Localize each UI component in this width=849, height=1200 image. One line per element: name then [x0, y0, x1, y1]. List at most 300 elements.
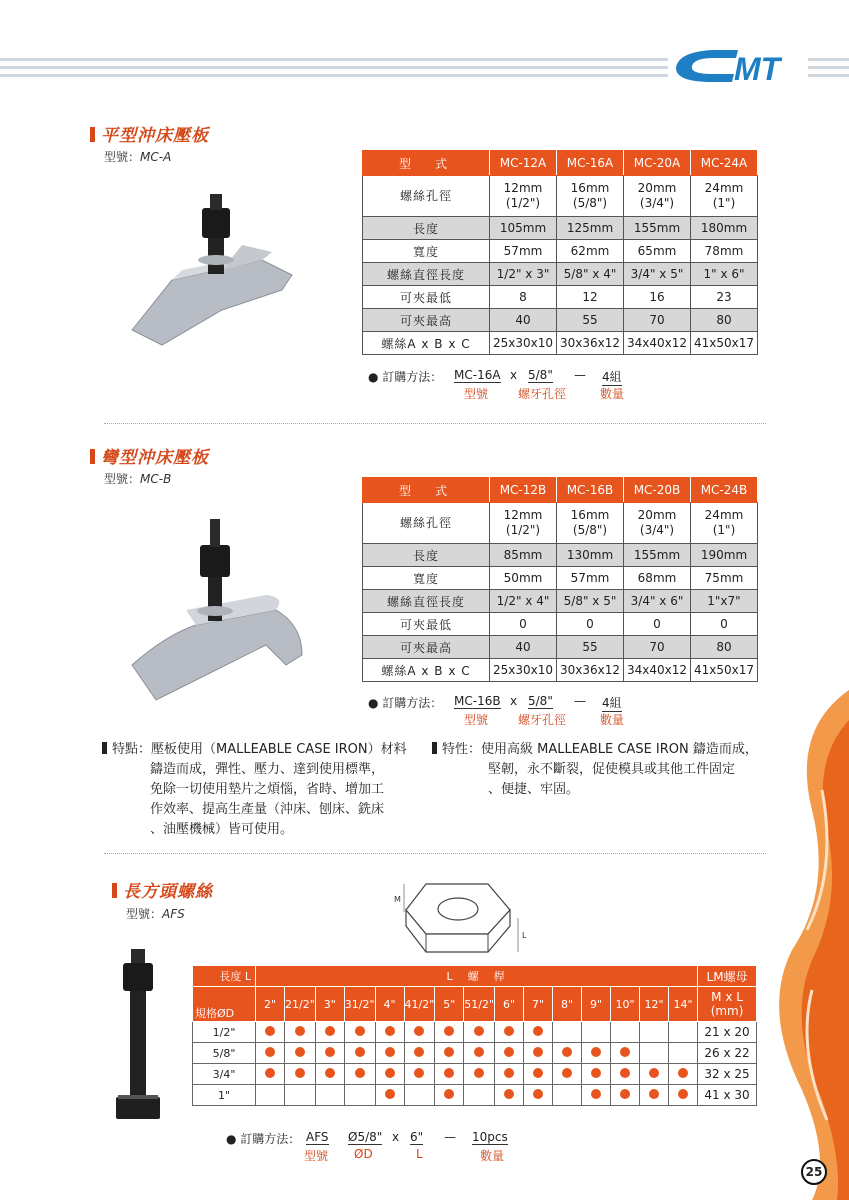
table-cell: 50mm — [490, 567, 557, 590]
available-dot-icon — [444, 1068, 454, 1078]
availability-cell — [582, 1064, 611, 1085]
order-label: ● 訂購方法： — [368, 696, 443, 710]
length-header-cell: 14" — [669, 987, 698, 1022]
table-cell: 3/4" x 6" — [624, 590, 691, 613]
nut-size-cell: 32 x 25 — [698, 1064, 757, 1085]
length-header-cell: 7" — [524, 987, 553, 1022]
page-number: 25 — [801, 1159, 827, 1185]
section-a-title: 平型沖床壓板 — [90, 121, 209, 146]
table-row — [363, 590, 758, 613]
availability-cell — [404, 1085, 435, 1106]
available-dot-icon — [649, 1068, 659, 1078]
availability-cell — [582, 1022, 611, 1043]
table-row — [363, 613, 758, 636]
availability-cell — [285, 1085, 316, 1106]
table-cell: 155mm — [624, 544, 691, 567]
table-cell: 180mm — [691, 217, 758, 240]
table-cell: 57mm — [490, 240, 557, 263]
order-x: x — [510, 694, 518, 708]
available-dot-icon — [533, 1068, 543, 1078]
header-rule — [808, 58, 849, 61]
availability-cell — [553, 1043, 582, 1064]
company-logo — [672, 44, 804, 88]
section-b-spec-table — [362, 477, 758, 682]
nut-size-cell: 41 x 30 — [698, 1085, 757, 1106]
availability-cell — [553, 1085, 582, 1106]
available-dot-icon — [325, 1068, 335, 1078]
available-dot-icon — [325, 1026, 335, 1036]
header-cell: MC-12B — [490, 478, 557, 503]
table-cell: 55 — [557, 309, 624, 332]
availability-cell — [553, 1064, 582, 1085]
header-cell: MC-24A — [691, 151, 758, 176]
row-label: 螺絲直徑長度 — [363, 263, 490, 286]
availability-cell — [256, 1022, 285, 1043]
availability-cell — [495, 1022, 524, 1043]
order-model: MC-16B — [454, 694, 501, 708]
order-size: 5/8" — [528, 694, 553, 708]
table-cell: 155mm — [624, 217, 691, 240]
available-dot-icon — [591, 1068, 601, 1078]
availability-cell — [611, 1064, 640, 1085]
table-cell: 12mm (1/2") — [490, 176, 557, 217]
row-label: 可夾最低 — [363, 613, 490, 636]
table-row — [363, 176, 758, 217]
table-cell: 24mm (1") — [691, 176, 758, 217]
afs-table — [192, 965, 757, 1106]
header-cell: MC-16A — [557, 151, 624, 176]
length-header-cell: 2" — [256, 987, 285, 1022]
nut-size-cell: 21 x 20 — [698, 1022, 757, 1043]
available-dot-icon — [562, 1068, 572, 1078]
availability-cell — [285, 1064, 316, 1085]
available-dot-icon — [414, 1068, 424, 1078]
table-row — [363, 240, 758, 263]
table-row — [363, 544, 758, 567]
available-dot-icon — [533, 1089, 543, 1099]
order-sub-model: 型號 — [304, 1149, 329, 1163]
available-dot-icon — [620, 1047, 630, 1057]
available-dot-icon — [678, 1089, 688, 1099]
length-header-cell: 4" — [375, 987, 404, 1022]
available-dot-icon — [474, 1047, 484, 1057]
order-dash: — — [574, 368, 586, 382]
availability-cell — [435, 1022, 464, 1043]
availability-cell — [315, 1043, 344, 1064]
order-sub-size: 螺牙孔徑 — [518, 387, 567, 401]
table-cell: 1"x7" — [691, 590, 758, 613]
row-label: 螺絲孔徑 — [363, 503, 490, 544]
table-cell: 5/8" x 5" — [557, 590, 624, 613]
table-cell: 1/2" x 3" — [490, 263, 557, 286]
order-qty: 4組 — [602, 370, 622, 384]
header-cell: MC-20B — [624, 478, 691, 503]
availability-cell — [435, 1085, 464, 1106]
table-cell: 80 — [691, 636, 758, 659]
table-cell: 190mm — [691, 544, 758, 567]
features-right-line: 、便捷、牢固。 — [488, 782, 580, 797]
features-right-line: 堅韌，永不斷裂，促使模具或其他工件固定 — [488, 762, 736, 777]
available-dot-icon — [591, 1047, 601, 1057]
size-label: 1/2" — [193, 1022, 256, 1043]
availability-cell — [404, 1022, 435, 1043]
order-sub-qty: 數量 — [480, 1149, 505, 1163]
order-x: x — [392, 1130, 400, 1144]
available-dot-icon — [533, 1026, 543, 1036]
order-dash: — — [444, 1130, 456, 1144]
order-sub-model: 型號 — [464, 387, 489, 401]
table-cell: 16mm (5/8") — [557, 503, 624, 544]
section-divider — [104, 853, 766, 854]
length-header-cell: 12" — [640, 987, 669, 1022]
section-a-spec-table — [362, 150, 758, 355]
available-dot-icon — [385, 1089, 395, 1099]
table-cell: 12 — [557, 286, 624, 309]
hex-nut-diagram — [392, 872, 532, 964]
header-cell: 型 式 — [363, 478, 490, 503]
order-sub-model: 型號 — [464, 713, 489, 727]
header-cell: 型 式 — [363, 151, 490, 176]
available-dot-icon — [385, 1026, 395, 1036]
available-dot-icon — [474, 1026, 484, 1036]
table-cell: 0 — [691, 613, 758, 636]
availability-cell — [464, 1064, 495, 1085]
table-row — [193, 1043, 757, 1064]
availability-cell — [524, 1085, 553, 1106]
available-dot-icon — [414, 1026, 424, 1036]
availability-cell — [611, 1043, 640, 1064]
row-label: 長度 — [363, 217, 490, 240]
section-c-model: 型號：AFS — [126, 907, 185, 921]
length-header-cell: 10" — [611, 987, 640, 1022]
table-cell: 23 — [691, 286, 758, 309]
available-dot-icon — [562, 1047, 572, 1057]
table-row — [363, 286, 758, 309]
available-dot-icon — [355, 1047, 365, 1057]
section-c-order — [226, 1130, 546, 1164]
table-cell: 0 — [490, 613, 557, 636]
logo-text: MT — [734, 51, 781, 87]
row-label: 寬度 — [363, 567, 490, 590]
availability-cell — [495, 1064, 524, 1085]
table-cell: 0 — [624, 613, 691, 636]
table-cell: 65mm — [624, 240, 691, 263]
header-rule — [808, 74, 849, 77]
table-cell: 70 — [624, 636, 691, 659]
availability-cell — [404, 1064, 435, 1085]
header-cell: MC-16B — [557, 478, 624, 503]
availability-cell — [375, 1022, 404, 1043]
table-cell: 3/4" x 5" — [624, 263, 691, 286]
availability-cell — [344, 1064, 375, 1085]
available-dot-icon — [504, 1089, 514, 1099]
order-d: Ø5/8" — [348, 1130, 383, 1144]
row-label: 螺絲A x B x C — [363, 659, 490, 682]
available-dot-icon — [385, 1068, 395, 1078]
row-label: 可夾最高 — [363, 309, 490, 332]
availability-cell — [315, 1064, 344, 1085]
availability-cell — [375, 1085, 404, 1106]
available-dot-icon — [444, 1047, 454, 1057]
availability-cell — [495, 1043, 524, 1064]
row-label: 可夾最低 — [363, 286, 490, 309]
head-group: L 螺 桿 — [256, 966, 698, 987]
order-sub-qty: 數量 — [600, 713, 625, 727]
available-dot-icon — [533, 1047, 543, 1057]
table-cell: 1/2" x 4" — [490, 590, 557, 613]
afs-header-row — [193, 966, 757, 987]
table-row — [363, 636, 758, 659]
curved-clamp-image — [126, 515, 312, 705]
order-dash: — — [574, 694, 586, 708]
table-cell: 55 — [557, 636, 624, 659]
availability-cell — [285, 1043, 316, 1064]
header-cell: MC-24B — [691, 478, 758, 503]
availability-cell — [582, 1085, 611, 1106]
table-row — [193, 1064, 757, 1085]
availability-cell — [256, 1043, 285, 1064]
table-cell: 62mm — [557, 240, 624, 263]
dim-l-label: L — [522, 931, 527, 940]
features-left-line: 作效率、提高生產量（沖床、刨床、銑床 — [150, 802, 385, 817]
order-sub-qty: 數量 — [600, 387, 625, 401]
availability-cell — [524, 1022, 553, 1043]
availability-cell — [464, 1043, 495, 1064]
availability-cell — [582, 1043, 611, 1064]
table-row — [363, 659, 758, 682]
available-dot-icon — [649, 1089, 659, 1099]
availability-cell — [553, 1022, 582, 1043]
table-cell: 57mm — [557, 567, 624, 590]
availability-cell — [344, 1022, 375, 1043]
available-dot-icon — [678, 1068, 688, 1078]
availability-cell — [256, 1085, 285, 1106]
table-row — [363, 567, 758, 590]
table-cell: 34x40x12 — [624, 332, 691, 355]
table-row — [363, 309, 758, 332]
available-dot-icon — [414, 1047, 424, 1057]
table-cell: 24mm (1") — [691, 503, 758, 544]
features-left — [102, 740, 422, 840]
table-cell: 20mm (3/4") — [624, 176, 691, 217]
availability-cell — [285, 1022, 316, 1043]
table-cell: 25x30x10 — [490, 659, 557, 682]
head-spec: 規格ØD — [193, 987, 256, 1022]
table-cell: 70 — [624, 309, 691, 332]
availability-cell — [640, 1043, 669, 1064]
features-left-line: 免除一切使用墊片之煩惱，省時、增加工 — [150, 782, 385, 797]
header-rule — [0, 66, 668, 69]
order-x: x — [510, 368, 518, 382]
section-b-title: 彎型沖床壓板 — [90, 443, 209, 468]
available-dot-icon — [504, 1068, 514, 1078]
availability-cell — [611, 1085, 640, 1106]
availability-cell — [464, 1022, 495, 1043]
availability-cell — [669, 1085, 698, 1106]
length-header-cell: 8" — [553, 987, 582, 1022]
table-cell: 75mm — [691, 567, 758, 590]
available-dot-icon — [444, 1026, 454, 1036]
table-cell: 25x30x10 — [490, 332, 557, 355]
table-cell: 16mm (5/8") — [557, 176, 624, 217]
row-label: 螺絲直徑長度 — [363, 590, 490, 613]
dim-m-label: M — [394, 895, 401, 904]
table-cell: 41x50x17 — [691, 332, 758, 355]
table-cell: 16 — [624, 286, 691, 309]
table-cell: 12mm (1/2") — [490, 503, 557, 544]
availability-cell — [315, 1085, 344, 1106]
order-model: MC-16A — [454, 368, 501, 382]
table-cell: 20mm (3/4") — [624, 503, 691, 544]
order-label: ● 訂購方法： — [226, 1132, 301, 1146]
length-header-cell: 21/2" — [285, 987, 316, 1022]
flat-clamp-image — [122, 190, 302, 350]
table-row — [363, 503, 758, 544]
availability-cell — [669, 1064, 698, 1085]
available-dot-icon — [591, 1089, 601, 1099]
nut-size-cell: 26 x 22 — [698, 1043, 757, 1064]
header-cell: MC-20A — [624, 151, 691, 176]
available-dot-icon — [265, 1047, 275, 1057]
available-dot-icon — [295, 1047, 305, 1057]
availability-cell — [640, 1022, 669, 1043]
table-cell: 68mm — [624, 567, 691, 590]
available-dot-icon — [295, 1068, 305, 1078]
available-dot-icon — [444, 1089, 454, 1099]
table-header-row — [363, 478, 758, 503]
availability-cell — [611, 1022, 640, 1043]
availability-cell — [669, 1022, 698, 1043]
order-qty: 10pcs — [472, 1130, 508, 1144]
table-row — [363, 263, 758, 286]
features-right-line: 特性：使用高級 MALLEABLE CASE IRON 鑄造而成， — [432, 740, 772, 760]
table-cell: 125mm — [557, 217, 624, 240]
length-header-cell: 3" — [315, 987, 344, 1022]
order-model: AFS — [306, 1130, 329, 1144]
table-row — [193, 1022, 757, 1043]
order-qty: 4組 — [602, 696, 622, 710]
table-cell: 30x36x12 — [557, 332, 624, 355]
availability-cell — [495, 1085, 524, 1106]
available-dot-icon — [265, 1068, 275, 1078]
table-cell: 80 — [691, 309, 758, 332]
header-rule — [0, 74, 668, 77]
length-header-cell: 6" — [495, 987, 524, 1022]
features-left-line: 、油壓機械）皆可使用。 — [150, 822, 294, 837]
section-a-model: 型號：MC-A — [104, 150, 172, 164]
section-b-order — [368, 694, 668, 728]
features-right — [432, 740, 772, 800]
section-b-model: 型號：MC-B — [104, 472, 172, 486]
table-cell: 41x50x17 — [691, 659, 758, 682]
order-sub-d: ØD — [354, 1147, 373, 1161]
table-row — [363, 217, 758, 240]
available-dot-icon — [504, 1026, 514, 1036]
availability-cell — [435, 1064, 464, 1085]
size-label: 1" — [193, 1085, 256, 1106]
length-header-cell: 31/2" — [344, 987, 375, 1022]
row-label: 可夾最高 — [363, 636, 490, 659]
availability-cell — [435, 1043, 464, 1064]
table-row — [193, 1085, 757, 1106]
availability-cell — [640, 1064, 669, 1085]
order-label: ● 訂購方法： — [368, 370, 443, 384]
row-label: 螺絲孔徑 — [363, 176, 490, 217]
table-cell: 1" x 6" — [691, 263, 758, 286]
availability-cell — [375, 1043, 404, 1064]
header-cell: MC-12A — [490, 151, 557, 176]
section-a-order — [368, 368, 668, 402]
availability-cell — [256, 1064, 285, 1085]
row-label: 長度 — [363, 544, 490, 567]
features-left-line: 鑄造而成，彈性、壓力、達到使用標準， — [150, 762, 385, 777]
table-cell: 40 — [490, 309, 557, 332]
available-dot-icon — [355, 1026, 365, 1036]
order-sub-size: 螺牙孔徑 — [518, 713, 567, 727]
table-cell: 30x36x12 — [557, 659, 624, 682]
row-label: 螺絲A x B x C — [363, 332, 490, 355]
length-header-cell: 5" — [435, 987, 464, 1022]
afs-length-row — [193, 987, 757, 1022]
availability-cell — [669, 1043, 698, 1064]
availability-cell — [404, 1043, 435, 1064]
order-size: 5/8" — [528, 368, 553, 382]
length-header-cell: 51/2" — [464, 987, 495, 1022]
size-label: 5/8" — [193, 1043, 256, 1064]
table-cell: 40 — [490, 636, 557, 659]
order-l: 6" — [410, 1130, 424, 1144]
availability-cell — [524, 1064, 553, 1085]
head-mxl: M x L (mm) — [698, 987, 757, 1022]
length-header-cell: 9" — [582, 987, 611, 1022]
size-label: 3/4" — [193, 1064, 256, 1085]
section-c-title: 長方頭螺絲 — [112, 877, 213, 902]
table-row — [363, 332, 758, 355]
availability-cell — [344, 1085, 375, 1106]
section-divider — [104, 423, 766, 424]
row-label: 寬度 — [363, 240, 490, 263]
head-length: 長度 L — [193, 966, 256, 987]
table-cell: 130mm — [557, 544, 624, 567]
available-dot-icon — [355, 1068, 365, 1078]
table-header-row — [363, 151, 758, 176]
available-dot-icon — [620, 1089, 630, 1099]
availability-cell — [464, 1085, 495, 1106]
header-rule — [808, 66, 849, 69]
head-lm: LM螺母 — [698, 966, 757, 987]
available-dot-icon — [265, 1026, 275, 1036]
features-left-line: 特點：壓板使用（MALLEABLE CASE IRON）材料 — [102, 740, 422, 760]
header-rule — [0, 58, 668, 61]
table-cell: 0 — [557, 613, 624, 636]
available-dot-icon — [504, 1047, 514, 1057]
available-dot-icon — [385, 1047, 395, 1057]
table-cell: 8 — [490, 286, 557, 309]
t-bolt-image — [104, 945, 174, 1130]
availability-cell — [375, 1064, 404, 1085]
order-sub-l: L — [416, 1147, 423, 1161]
table-cell: 5/8" x 4" — [557, 263, 624, 286]
availability-cell — [640, 1085, 669, 1106]
table-cell: 34x40x12 — [624, 659, 691, 682]
table-cell: 105mm — [490, 217, 557, 240]
available-dot-icon — [474, 1068, 484, 1078]
availability-cell — [524, 1043, 553, 1064]
length-header-cell: 41/2" — [404, 987, 435, 1022]
table-cell: 85mm — [490, 544, 557, 567]
table-cell: 78mm — [691, 240, 758, 263]
available-dot-icon — [295, 1026, 305, 1036]
